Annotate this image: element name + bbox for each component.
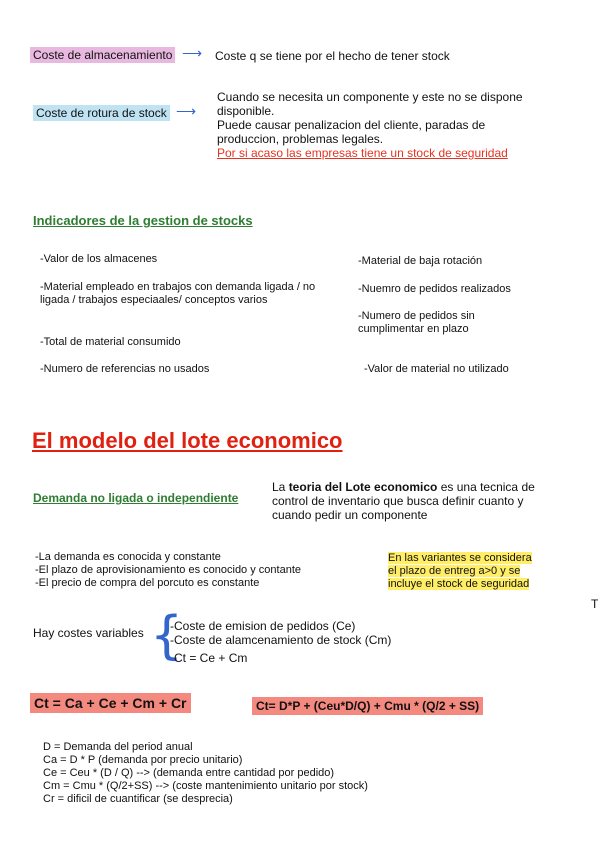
arrow-right-icon: ⟶ <box>182 45 203 61</box>
costes-list: -Coste de emision de pedidos (Ce) -Coste de alamcenamiento de stock (Cm) Ct = Ce + Cm <box>170 619 392 665</box>
indicador-right-3: -Numero de pedidos sin cumplimentar en plazo <box>358 310 475 335</box>
indicador-left-3: -Total de material consumido <box>40 336 181 348</box>
brace-icon: { <box>150 606 184 666</box>
coste-rotura-desc: Cuando se necesita un componente y este no se dispone disponible. Puede causar penalizacion del cliente, paradas de produccion, problemas legales. Por si acaso las empresas tiene un stock de seguridad <box>217 90 577 160</box>
teoria-text: La teoria del Lote economico es una tecnica de control de inventario que busca definir cuanto y cuando pedir un componente <box>272 480 535 522</box>
coste-almacenamiento-label: Coste de almacenamiento <box>30 47 175 63</box>
arrow-right-icon: ⟶ <box>176 103 197 119</box>
indicador-right-1: -Material de baja rotación <box>358 255 483 267</box>
stray-letter: T <box>591 597 599 611</box>
formula-ct-2: Ct= D*P + (Ceu*D/Q) + Cmu * (Q/2 + SS) <box>252 697 483 715</box>
modelo-title: El modelo del lote economico <box>32 428 343 453</box>
variantes-note: En las variantes se considera el plazo de entreg a>0 y se incluye el stock de seguridad <box>388 552 532 590</box>
supuestos-list: -La demanda es conocida y constante -El plazo de aprovisionamiento es conocido y contante -El precio de compra del porcuto es constante <box>35 551 301 589</box>
demanda-label: Demanda no ligada o independiente <box>33 491 239 505</box>
indicador-right-4: -Valor de material no utilizado <box>364 363 509 375</box>
indicador-left-4: -Numero de referencias no usados <box>40 363 210 375</box>
coste-almacenamiento-desc: Coste q se tiene por el hecho de tener stock <box>215 49 450 63</box>
definiciones-list: D = Demanda del period anual Ca = D * P (demanda por precio unitario) Ce = Ceu * (D / Q) --> (demanda entre cantidad por pedido) Cm = Cmu * (Q/2+SS) --> (coste mantenimiento unitario por stock) Cr = dificil de cuantificar (se desprecia) <box>43 741 368 805</box>
costes-label: Hay costes variables <box>33 626 144 640</box>
coste-rotura-label: Coste de rotura de stock <box>33 105 170 121</box>
stock-seguridad-note: Por si acaso las empresas tiene un stock de seguridad <box>217 146 508 160</box>
indicador-left-1: -Valor de los almacenes <box>40 253 158 265</box>
formula-ct-1: Ct = Ca + Ce + Cm + Cr <box>30 693 191 713</box>
indicadores-title: Indicadores de la gestion de stocks <box>33 213 253 228</box>
indicador-right-2: -Nuemro de pedidos realizados <box>358 283 511 295</box>
indicador-left-2: -Material empleado en trabajos con demanda ligada / no ligada / trabajos especiaales/ conceptos varios <box>40 281 316 306</box>
